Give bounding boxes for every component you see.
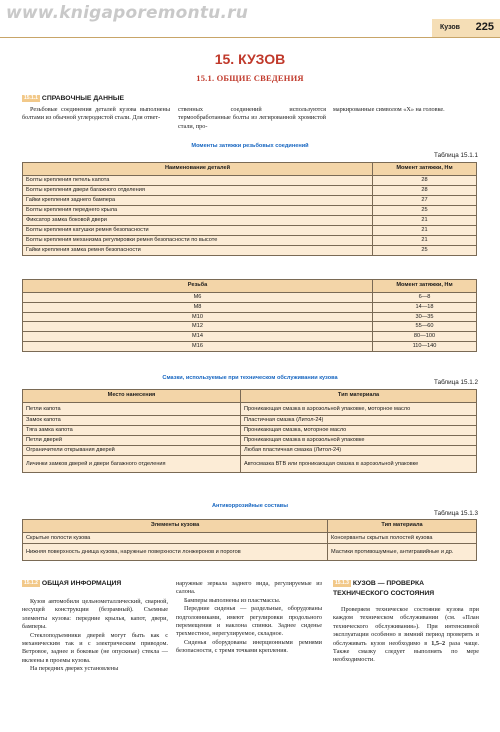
cell: Мастики противошумные, антигравийные и др. <box>328 544 477 561</box>
cell: 55—60 <box>373 322 477 332</box>
table-row <box>23 332 477 342</box>
inspection-tag: 15.1.3 <box>335 580 349 586</box>
cell: Болты крепления двери багажного отделения <box>23 186 373 196</box>
cell: 30—35 <box>373 312 477 322</box>
cell: Проникающая смазка в аэрозольной упаковке, моторное масло <box>241 403 477 416</box>
chapter-title: 15. КУЗОВ <box>214 51 286 67</box>
col-header: Место нанесения <box>23 390 241 403</box>
ref-col-1: Резьбовые соединения деталей кузова выполнены болтами из обычной углеродистой стали. Для ответ- <box>22 106 170 122</box>
cell: 27 <box>373 196 477 206</box>
cell: Болты крепления механизма регулировки ремня безопасности по высоте <box>23 236 373 246</box>
ref-data-heading <box>22 95 124 104</box>
inspection-frequency: 1,5–2 <box>431 639 446 647</box>
cell: Пластичная смазка (Литол-24) <box>241 415 477 425</box>
table4-number: Таблица 15.1.3 <box>434 510 478 517</box>
cell: Консерванты скрытых полостей кузова <box>328 533 477 544</box>
table-row <box>23 415 477 425</box>
cell: 25 <box>373 246 477 256</box>
cell: 80—100 <box>373 332 477 342</box>
inspection-title-1: КУЗОВ — ПРОВЕРКА <box>352 580 425 587</box>
cell: M10 <box>23 312 373 322</box>
paragraph: Кузов автомобиля цельнометаллический, сварной, несущей конструкции (безрамный). Съемные элементы кузова: передние крылья, капот, двери, бамперы. <box>22 598 168 631</box>
ref-col-3: маркированные символом «X» на головке. <box>333 106 445 113</box>
site-watermark: www.knigaporemontu.ru <box>6 3 248 23</box>
general-title: ОБЩАЯ ИНФОРМАЦИЯ <box>41 580 122 587</box>
table1-number: Таблица 15.1.1 <box>434 152 478 159</box>
inspection-body <box>333 606 479 665</box>
table1-caption: Моменты затяжки резьбовых соединений <box>191 143 309 149</box>
col-header: Тип материала <box>328 520 477 533</box>
cell: M16 <box>23 341 373 351</box>
inspection-text-a: Проверяем техническое состояние кузова при каждом техническом обслуживании (см. «План технического обслуживания»). При интенсивной эксплуатации особенно в зимний период проверять и обслуживать кузов необходимо в <box>333 606 479 647</box>
cell: M14 <box>23 332 373 342</box>
cell: 6—8 <box>373 293 477 303</box>
cell: 21 <box>373 226 477 236</box>
cell: Петли дверей <box>23 435 241 445</box>
running-head-section: Кузов <box>440 24 460 31</box>
paragraph: Передние сиденья — раздельные, оборудованы подголовниками, имеют регулировки продольного перемещения и наклона спинки. Заднее сиденье трехместное, нерегулируемое, складное. <box>176 605 322 638</box>
table-row <box>23 435 477 445</box>
ref-col-2: ственных соединений используются термообработанные болты из легированной хромистой стали, про- <box>178 106 326 130</box>
cell: Любая пластичная смазка (Литол-24) <box>241 445 477 455</box>
table-row <box>23 322 477 332</box>
paragraph: Стеклоподъемники дверей могут быть как с механическим так и с электрическим приводом. Ветровое, заднее и боковые (не опускные) стекла — вклеены в проемы кузова. <box>22 631 168 664</box>
cell: 21 <box>373 236 477 246</box>
page-number: 225 <box>475 21 494 33</box>
paragraph: наружные зеркала заднего вида, регулируемые из салона. <box>176 580 322 596</box>
paragraph: Сиденья оборудованы инерционными ремнями безопасности, с тремя точками крепления. <box>176 638 322 655</box>
paragraph: На передних дверях установлены <box>30 665 119 673</box>
cell: 14—18 <box>373 302 477 312</box>
table4-caption: Антикоррозийные составы <box>211 503 289 509</box>
inspection-title-2: ТЕХНИЧЕСКОГО СОСТОЯНИЯ <box>333 590 435 597</box>
cell: 28 <box>373 186 477 196</box>
cell: 110—140 <box>373 341 477 351</box>
general-tag: 15.1.2 <box>24 580 38 586</box>
header-rule <box>0 37 500 38</box>
cell: Гайки крепления заднего бампера <box>23 196 373 206</box>
table-row <box>23 293 477 303</box>
cell: Петли капота <box>23 403 241 416</box>
col-header: Тип материала <box>241 390 477 403</box>
paragraph: Бамперы выполнены из пластмассы. <box>184 596 281 604</box>
lubricants-table <box>22 389 477 473</box>
table-row <box>23 302 477 312</box>
table-row <box>23 236 477 246</box>
torque-table <box>22 162 477 256</box>
cell: Нижняя поверхность днища кузова, наружные поверхности лонжеронов и порогов <box>23 544 328 561</box>
cell: Автосмазка ВТВ или проникающая смазка в аэрозольной упаковке <box>241 455 477 472</box>
cell: Тяга замка капота <box>23 425 241 435</box>
cell: 25 <box>373 206 477 216</box>
thread-torque-table <box>22 279 477 352</box>
table-row <box>23 445 477 455</box>
cell: Гайки крепления замка ремня безопасности <box>23 246 373 256</box>
table-row <box>23 533 477 544</box>
general-col-2 <box>176 580 322 656</box>
table-row <box>23 341 477 351</box>
cell: M6 <box>23 293 373 303</box>
table3-caption: Смазки, используемые при техническом обслуживании кузова <box>162 375 338 381</box>
general-heading <box>22 580 121 589</box>
ref-data-title: СПРАВОЧНЫЕ ДАННЫЕ <box>41 95 125 102</box>
cell: Проникающая смазка в аэрозольной упаковке <box>241 435 477 445</box>
anticorrosion-table <box>22 519 477 561</box>
cell: 28 <box>373 176 477 186</box>
col-header: Элементы кузова <box>23 520 328 533</box>
table-row <box>23 246 477 256</box>
table-row <box>23 425 477 435</box>
cell: M12 <box>23 322 373 332</box>
col-header: Момент затяжки, Нм <box>373 280 477 293</box>
cell: Фиксатор замка боковой двери <box>23 216 373 226</box>
section-title: 15.1. ОБЩИЕ СВЕДЕНИЯ <box>196 73 304 83</box>
cell: Болты крепления катушки ремня безопасности <box>23 226 373 236</box>
cell: Замок капота <box>23 415 241 425</box>
cell: Ограничители открывания дверей <box>23 445 241 455</box>
table-row <box>23 186 477 196</box>
col-header: Наименование деталей <box>23 163 373 176</box>
cell: Болты крепления переднего крыла <box>23 206 373 216</box>
table-row <box>23 176 477 186</box>
general-col-1 <box>22 598 168 674</box>
table-row <box>23 455 477 472</box>
ref-data-tag: 15.1.1 <box>24 95 38 101</box>
table-row <box>23 403 477 416</box>
inspection-heading <box>333 580 424 589</box>
col-header: Резьба <box>23 280 373 293</box>
cell: 21 <box>373 216 477 226</box>
cell: Скрытые полости кузова <box>23 533 328 544</box>
cell: M8 <box>23 302 373 312</box>
cell: Болты крепления петель капота <box>23 176 373 186</box>
table-row <box>23 226 477 236</box>
table-row <box>23 196 477 206</box>
table-row <box>23 206 477 216</box>
cell: Проникающая смазка, моторное масло <box>241 425 477 435</box>
table-row <box>23 216 477 226</box>
table-row <box>23 544 477 561</box>
inspection-text-c: раза чаще. Также смазку следует выполнять по мере необходимости. <box>333 639 479 664</box>
col-header: Момент затяжки, Нм <box>373 163 477 176</box>
cell: Личинки замков дверей и двери багажного отделения <box>23 455 241 472</box>
table-row <box>23 312 477 322</box>
table3-number: Таблица 15.1.2 <box>434 379 478 386</box>
